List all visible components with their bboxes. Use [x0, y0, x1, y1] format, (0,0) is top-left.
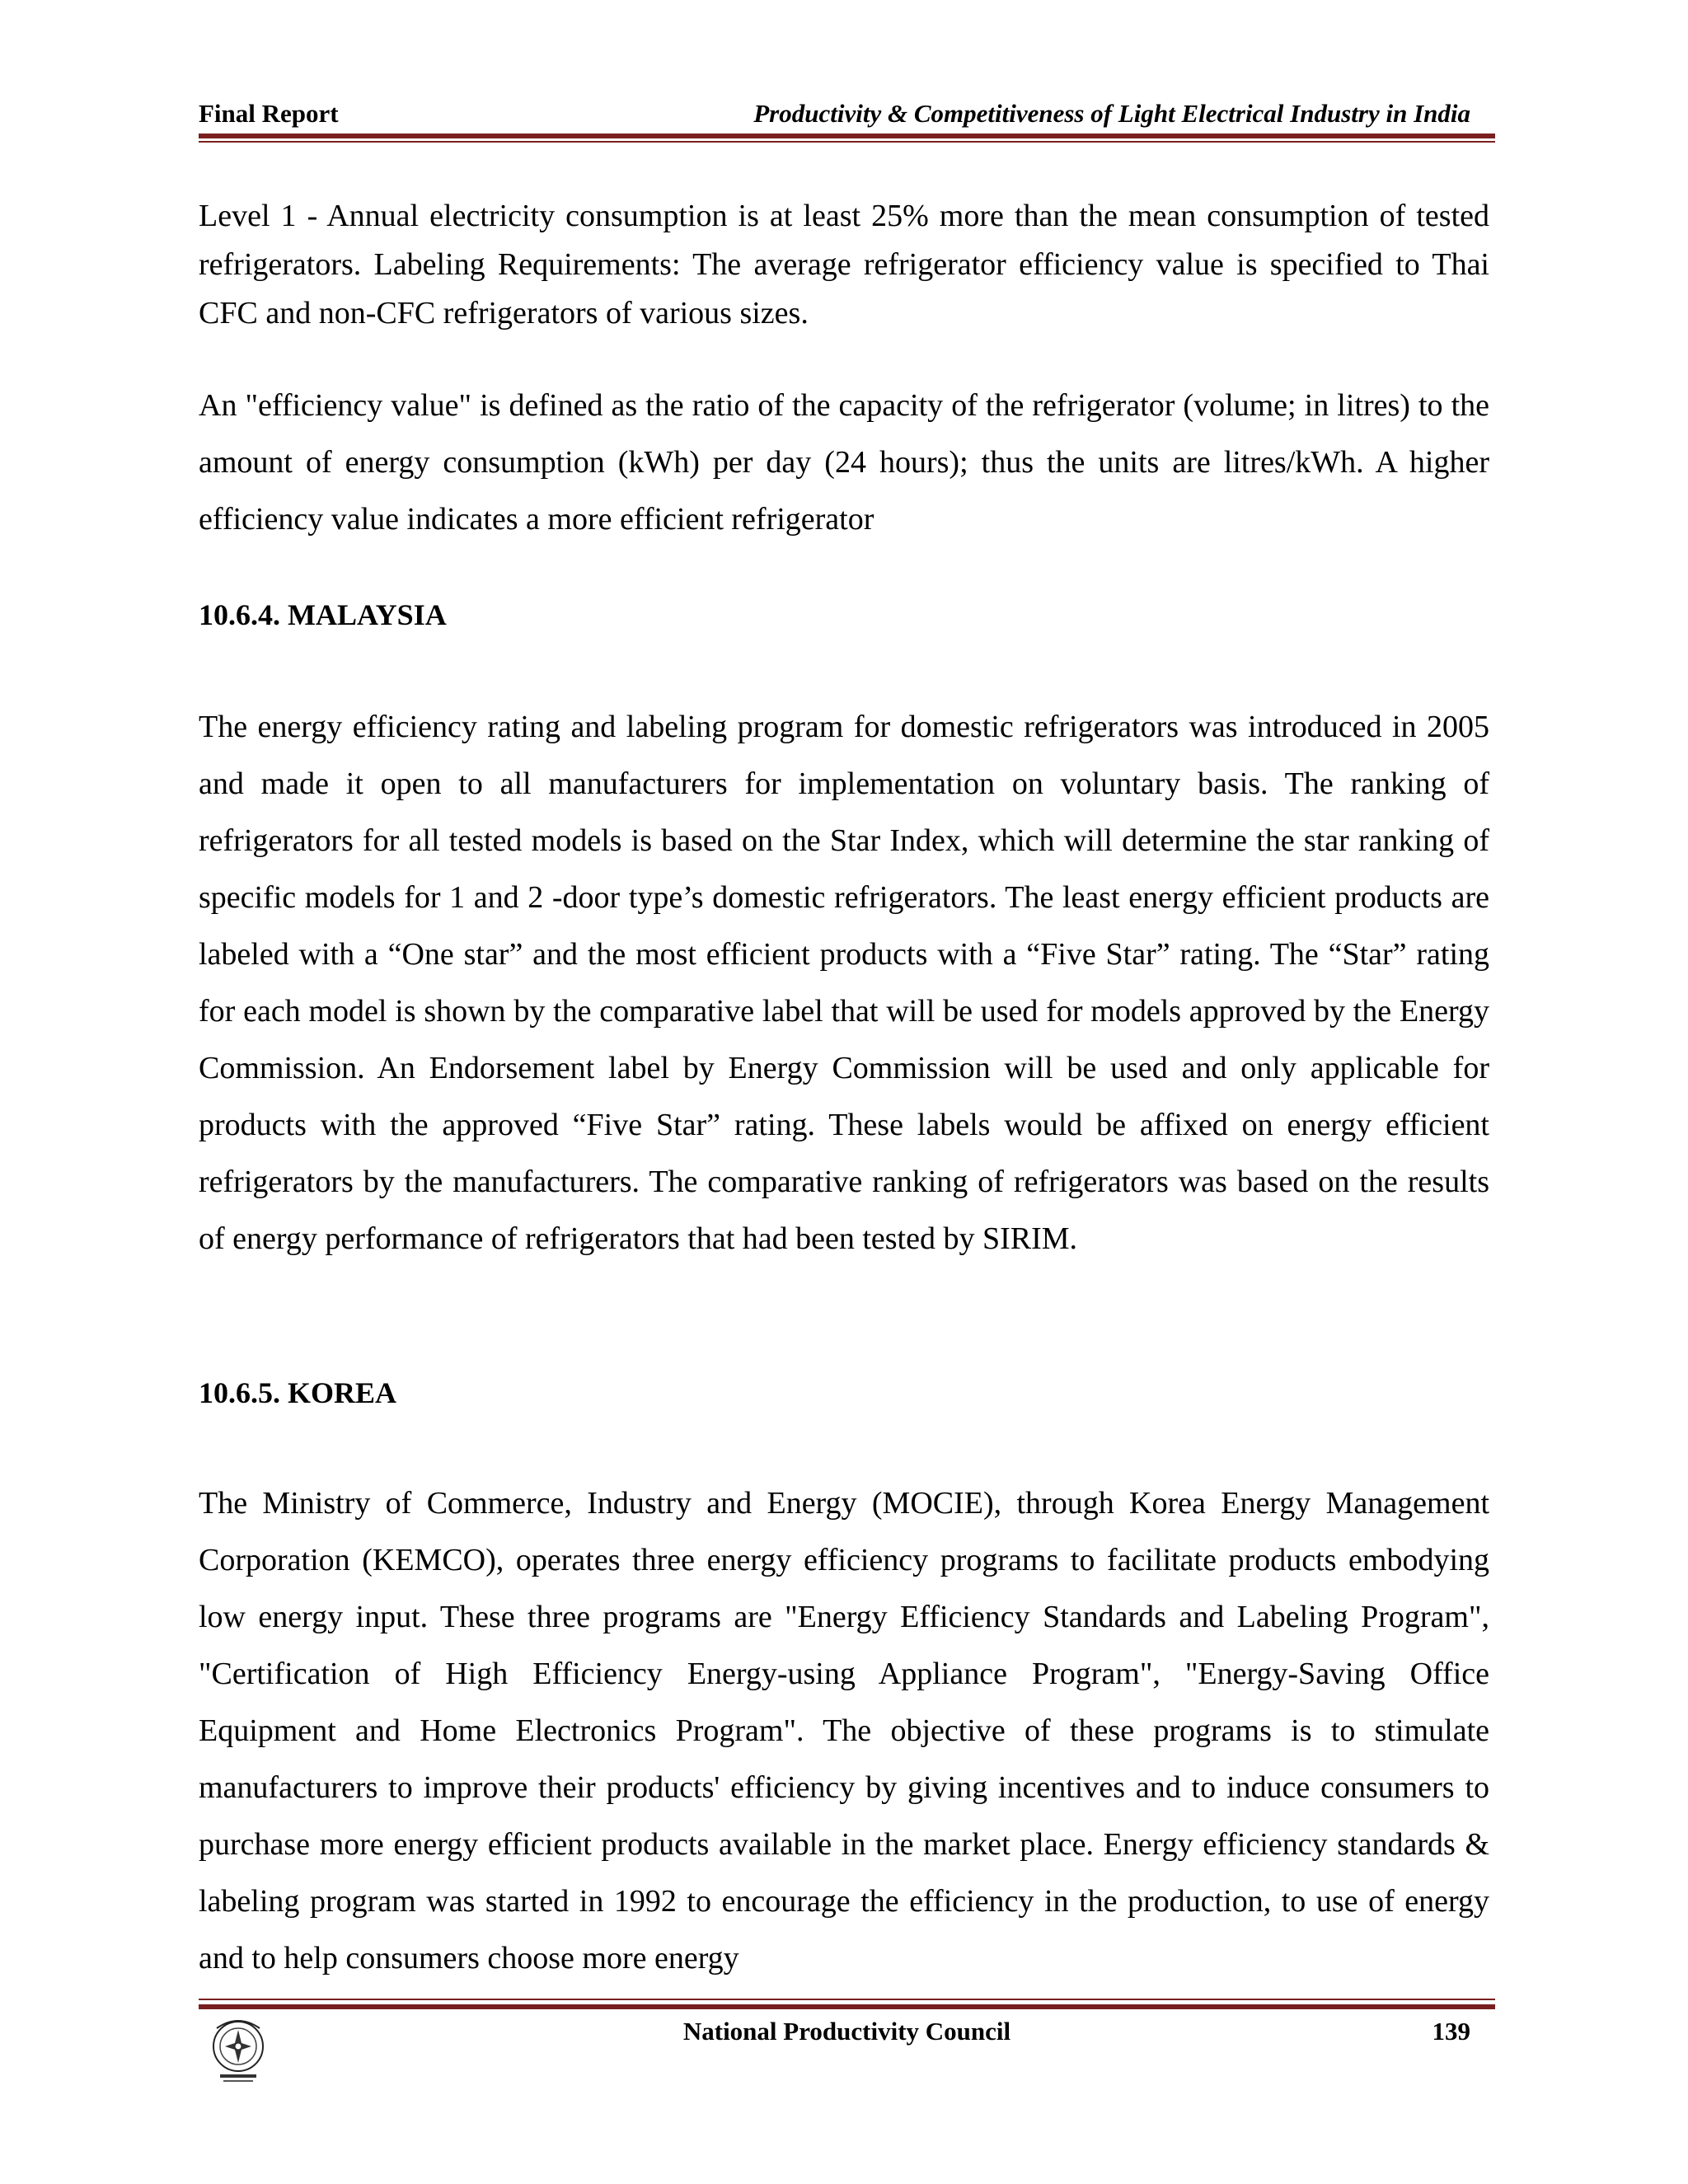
footer-rule-thick [199, 2004, 1495, 2009]
header-rule-thin [199, 141, 1495, 143]
paragraph-text: Level 1 - Annual electricity consumption is at least 25% more than the mean consumption of tested refrigerators. Labeling Requirements: The average refrigerator efficiency value is specified to Thai CFC and non-CFC refrigerators of various sizes. [199, 199, 1489, 330]
paragraph-text: An "efficiency value" is defined as the ratio of the capacity of the refrigerator (volume; in litres) to the amount of energy consumption (kWh) per day (24 hours); thus the units are litres/kWh. A higher efficiency value indicates a more efficient refrigerator [199, 388, 1489, 537]
header-document-title: Productivity & Competitiveness of Light Electrical Industry in India [753, 99, 1470, 128]
section-heading-korea: 10.6.5. KOREA [199, 1376, 397, 1409]
paragraph-korea [199, 1475, 1489, 1987]
paragraph-malaysia [199, 699, 1489, 1268]
page-header [199, 97, 1495, 130]
footer-organization: National Productivity Council [682, 2017, 1011, 2046]
paragraph-text: The energy efficiency rating and labeling program for domestic refrigerators was introduced in 2005 and made it open to all manufacturers for implementation on voluntary basis. The ranking of refrigerators for all tested models is based on the Star Index, which will determine the star ranking of specific models for 1 and 2 -door type’s domestic refrigerators. The least energy efficient products are labeled with a “One star” and the most efficient products with a “Five Star” rating. The “Star” rating for each model is shown by the comparative label that will be used for models approved by the Energy Commission. An Endorsement label by Energy Commission will be used and only applicable for products with the approved “Five Star” rating. These labels would be affixed on energy efficient refrigerators by the manufacturers. The comparative ranking of refrigerators was based on the results of energy performance of refrigerators that had been tested by SIRIM. [199, 710, 1489, 1256]
page-footer [199, 2015, 1495, 2081]
header-report-title: Final Report [199, 99, 339, 128]
paragraph-efficiency-value [199, 377, 1489, 548]
paragraph-level1 [199, 192, 1489, 338]
page-number: 139 [1432, 2017, 1470, 2046]
header-rule-thick [199, 134, 1495, 138]
footer-rule-thin [199, 1999, 1495, 2000]
section-heading-malaysia: 10.6.4. MALAYSIA [199, 598, 447, 631]
paragraph-text: The Ministry of Commerce, Industry and Energy (MOCIE), through Korea Energy Management Corporation (KEMCO), operates three energy efficiency programs to facilitate products embodying low energy input. These three programs are "Energy Efficiency Standards and Labeling Program", "Certification of High Efficiency Energy-using Appliance Program", "Energy-Saving Office Equipment and Home Electronics Program". The objective of these programs is to stimulate manufacturers to improve their products' efficiency by giving incentives and to induce consumers to purchase more energy efficient products available in the market place. Energy efficiency standards & labeling program was started in 1992 to encourage the efficiency in the production, to use of energy and to help consumers choose more energy [199, 1486, 1489, 1975]
